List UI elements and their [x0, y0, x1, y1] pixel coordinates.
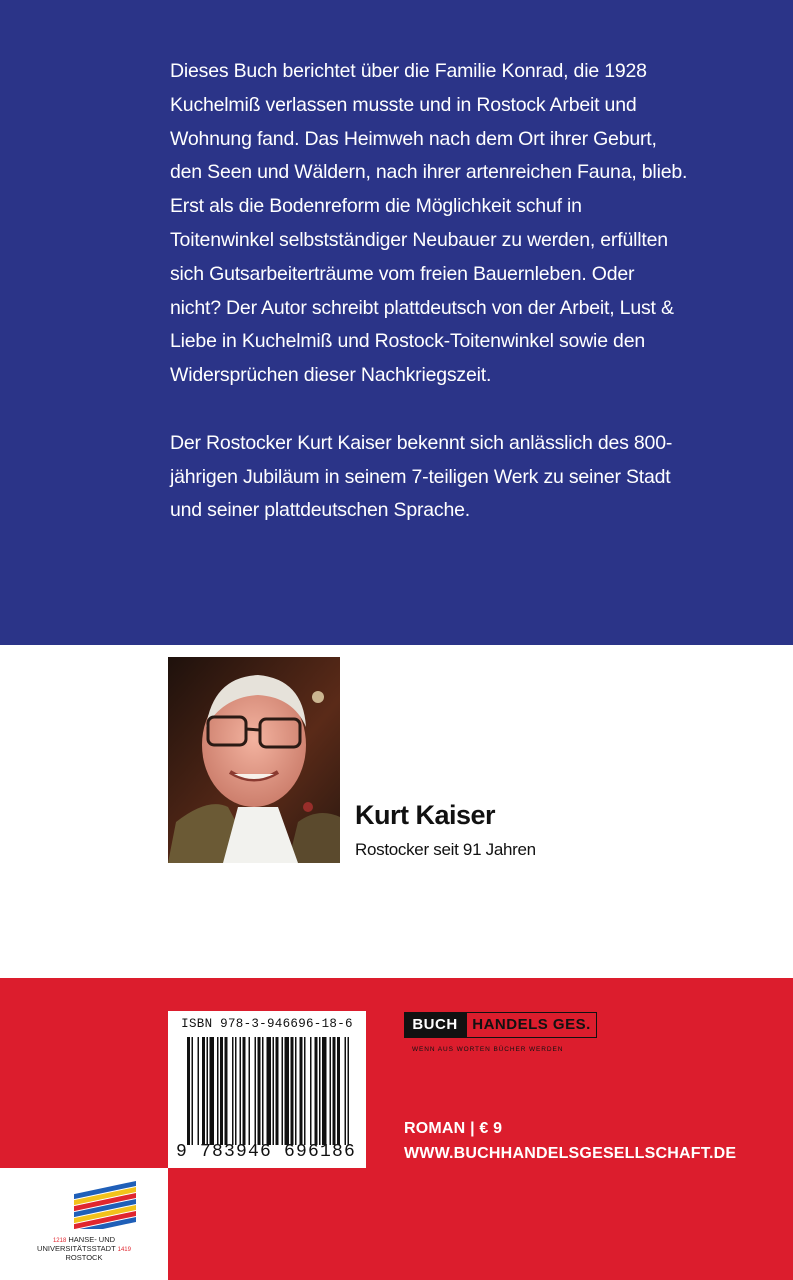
- author-photo: [168, 657, 340, 863]
- publisher-tagline: WENN AUS WORTEN BÜCHER WERDEN: [412, 1046, 564, 1053]
- publisher-logo-handels: HANDELS GES.: [466, 1012, 597, 1038]
- blurb-paragraph-2: Der Rostocker Kurt Kaiser bekennt sich anlässlich des 800-jährigen Jubiläum in seinem 7-teiligen Werk zu seiner Stadt und seiner plattdeutschen Sprache.: [170, 431, 673, 522]
- city-logo-line1: [0, 1235, 168, 1244]
- city-logo-year-left: 1218: [52, 1238, 67, 1244]
- publisher-logo-buch: BUCH: [404, 1012, 466, 1038]
- city-logo-text1: HANSE- UND: [68, 1235, 116, 1244]
- publisher-website: WWW.BUCHHANDELSGESELLSCHAFT.DE: [404, 1145, 737, 1162]
- city-logo-line2: [0, 1244, 168, 1253]
- barcode-digits: 9 783946 696186: [176, 1142, 357, 1162]
- city-logo-text3: ROSTOCK: [65, 1253, 103, 1262]
- blurb-paragraph-1: Dieses Buch berichtet über die Familie Konrad, die 1928 Kuchelmiß verlassen musste und in Rostock Arbeit und Wohnung fand. Das Heimweh nach dem Ort ihrer Geburt, den Seen und Wäldern, nach ihrer artenreichen Fauna, blieb. Erst als die Bodenreform die Möglichkeit schuf in Toitenwinkel selbstständiger Neubauer zu werden, erfüllten sich Gutsarbeiterträume vom freien Bauernleben. Oder nicht? Der Autor schreibt plattdeutsch von der Arbeit, Lust & Liebe in Kuchelmiß und Rostock-Toitenwinkel sowie den Widersprüchen dieser Nachkriegszeit.: [170, 60, 688, 387]
- author-name: Kurt Kaiser: [355, 800, 496, 830]
- city-logo-year-right: 1419: [117, 1247, 131, 1253]
- city-flag-icon: [70, 1177, 140, 1229]
- genre-price: ROMAN | € 9: [404, 1120, 503, 1137]
- barcode-bars: [187, 1037, 349, 1145]
- book-blurb: [170, 55, 690, 528]
- city-logo: [0, 1168, 168, 1280]
- city-logo-text2: UNIVERSITÄTSSTADT: [37, 1244, 116, 1253]
- barcode: [168, 1011, 366, 1168]
- author-subtitle: Rostocker seit 91 Jahren: [355, 840, 536, 859]
- isbn-label: ISBN 978-3-946696-18-6: [181, 1017, 353, 1031]
